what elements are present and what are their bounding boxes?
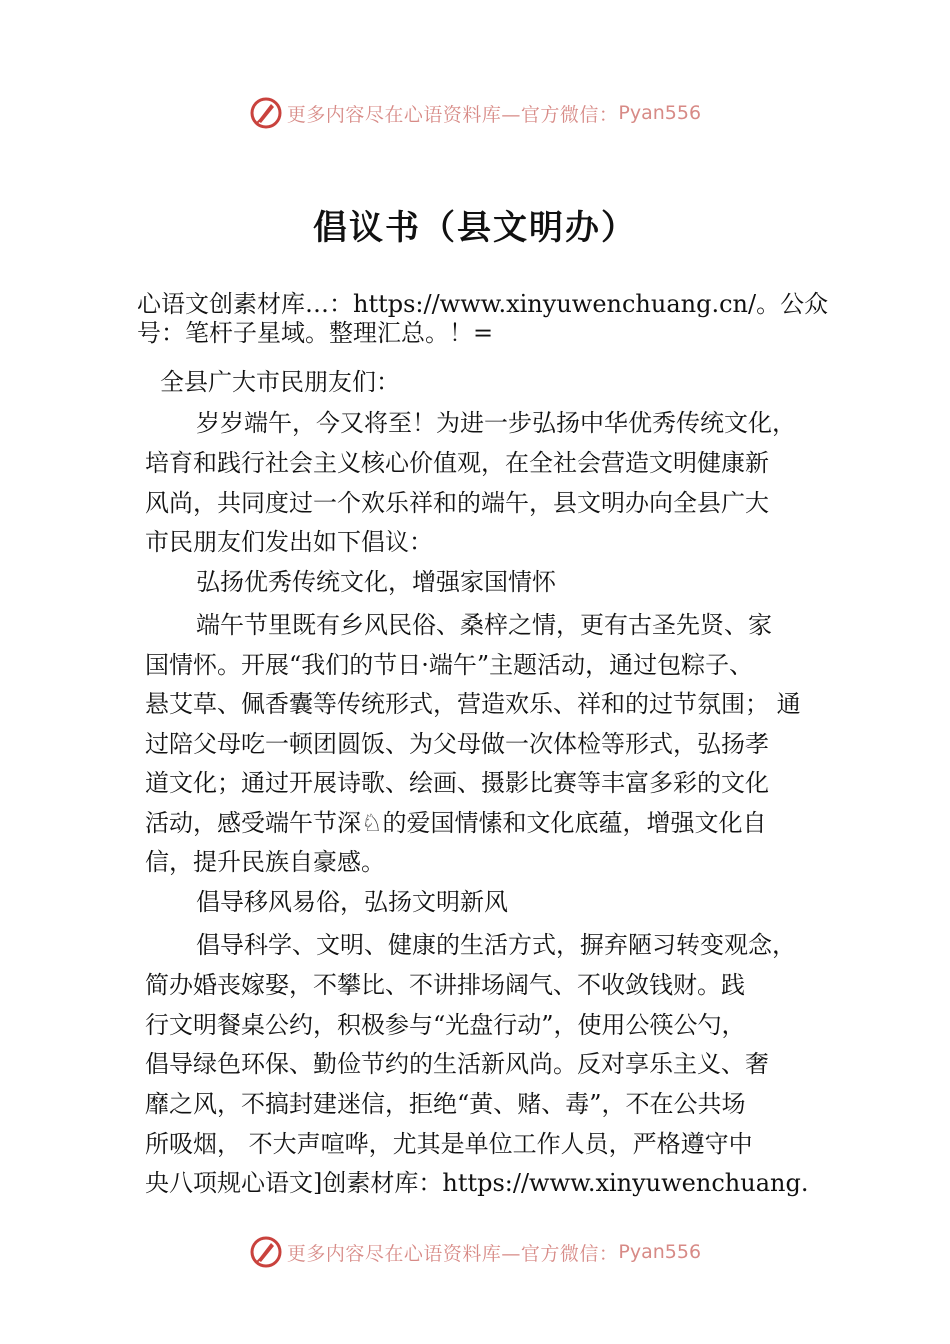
body-line: 国情怀。开展“我们的节日·端午”主题活动，通过包粽子、 [145, 651, 754, 679]
body-line: 央八项规心语文]创素材库：https://www.xinyuwenchuang. [145, 1169, 809, 1197]
body-line: 靡之风，不搞封建迷信，拒绝“黄、赌、毒”，不在公共场 [145, 1090, 746, 1118]
body-line: 过陪父母吃一顿团圆饭、为父母做一次体检等形式，弘扬孝 [145, 730, 769, 758]
source-line: 号：笔杆子星域。整理汇总。！= [137, 319, 494, 347]
body-line: 行文明餐桌公约，积极参与“光盘行动”，使用公筷公勺， [145, 1011, 746, 1039]
quill-logo-icon [249, 1235, 283, 1269]
body-line: 市民朋友们发出如下倡议： [145, 528, 433, 556]
body-line: 倡导科学、文明、健康的生活方式，摒弃陋习转变观念， [196, 931, 796, 959]
watermark-text: 更多内容尽在心语资料库—官方微信： [286, 103, 619, 126]
section-heading: 倡导移风易俗，弘扬文明新风 [196, 888, 508, 916]
watermark-wechat-id: Pyan556 [618, 102, 702, 124]
greeting: 全县广大市民朋友们： [160, 368, 400, 396]
page-title: 倡议书（县文明办） [313, 208, 637, 248]
section-heading: 弘扬优秀传统文化，增强家国情怀 [196, 568, 556, 596]
body-line: 活动，感受端午节深♘的爱国情愫和文化底蕴，增强文化自 [145, 809, 767, 837]
watermark-wechat-id: Pyan556 [618, 1241, 702, 1263]
body-line: 简办婚丧嫁娶，不攀比、不讲排场阔气、不收敛钱财。践 [145, 971, 745, 999]
body-line: 倡导绿色环保、勤俭节约的生活新风尚。反对享乐主义、奢 [145, 1050, 769, 1078]
header-watermark [0, 93, 950, 133]
footer-watermark [0, 1232, 950, 1272]
body-line: 培育和践行社会主义核心价值观，在全社会营造文明健康新 [145, 449, 769, 477]
source-line: 心语文创素材库…：https://www.xinyuwenchuang.cn/。公众 [137, 290, 829, 318]
body-line: 岁岁端午，今又将至！为进一步弘扬中华优秀传统文化， [196, 409, 796, 437]
watermark-text: 更多内容尽在心语资料库—官方微信： [286, 1242, 619, 1265]
body-line: 风尚，共同度过一个欢乐祥和的端午，县文明办向全县广大 [145, 489, 769, 517]
body-line: 悬艾草、佩香囊等传统形式，营造欢乐、祥和的过节氛围； 通 [145, 690, 801, 718]
body-line: 所吸烟， 不大声喧哗，尤其是单位工作人员，严格遵守中 [145, 1130, 753, 1158]
body-line: 信，提升民族自豪感。 [145, 848, 385, 876]
body-line: 端午节里既有乡风民俗、桑梓之情，更有古圣先贤、家 [196, 611, 772, 639]
body-line: 道文化；通过开展诗歌、绘画、摄影比赛等丰富多彩的文化 [145, 769, 769, 797]
quill-logo-icon [249, 96, 283, 130]
